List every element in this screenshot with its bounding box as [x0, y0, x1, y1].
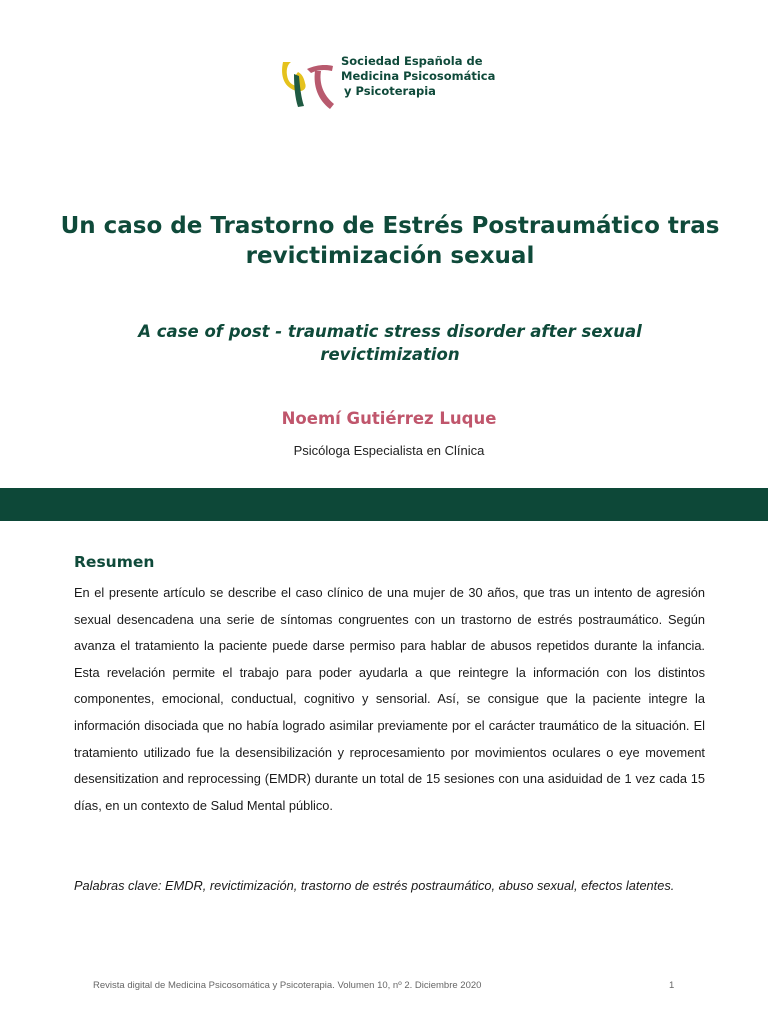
- article-title: Un caso de Trastorno de Estrés Postraumático tras revictimización sexual: [60, 213, 720, 269]
- society-name: [341, 54, 495, 99]
- society-name-line: Sociedad Española de: [341, 54, 483, 68]
- author-name: Noemí Gutiérrez Luque: [281, 409, 497, 428]
- society-emblem-icon: [280, 54, 338, 114]
- page-number: 1: [669, 980, 675, 991]
- society-name-line: Medicina Psicosomática: [341, 69, 496, 83]
- abstract-text: En el presente artículo se describe el caso clínico de una mujer de 30 años, que tras un intento de agresión sexual desencadena una serie de síntomas congruentes con un trastorno de estrés postraumático. Según avanza el tratamiento la paciente puede darse permiso para hablar de abusos repetidos durante la infancia. Esta revelación permite el trabajo para poder ayudarla a que reintegre la información con los distintos componentes, emocional, conductual, cognitivo y sensorial. Así, se consigue que la paciente integre la información disociada que no había logrado asimilar previamente por el carácter traumático de la situación. El tratamiento utilizado fue la desensibilización y reprocesamiento por movimientos oculares o eye movement desensitization and reprocessing (EMDR) durante un total de 15 sesiones con una asiduidad de 1 vez cada 15 días, en un contexto de Salud Mental público.: [74, 585, 705, 813]
- footer-journal: Revista digital de Medicina Psicosomática y Psicoterapia. Volumen 10, nº 2. Diciembre 2020: [93, 980, 482, 991]
- article-subtitle: A case of post - traumatic stress disorder after sexual revictimization: [138, 322, 642, 364]
- society-name-line: y Psicoterapia: [344, 84, 436, 98]
- author-affiliation: Psicóloga Especialista en Clínica: [293, 443, 485, 458]
- abstract-heading: Resumen: [74, 553, 155, 571]
- keywords: Palabras clave: EMDR, revictimización, trastorno de estrés postraumático, abuso sexual, efectos latentes.: [74, 878, 675, 893]
- section-divider-band: [0, 488, 768, 521]
- society-logo: [280, 48, 510, 118]
